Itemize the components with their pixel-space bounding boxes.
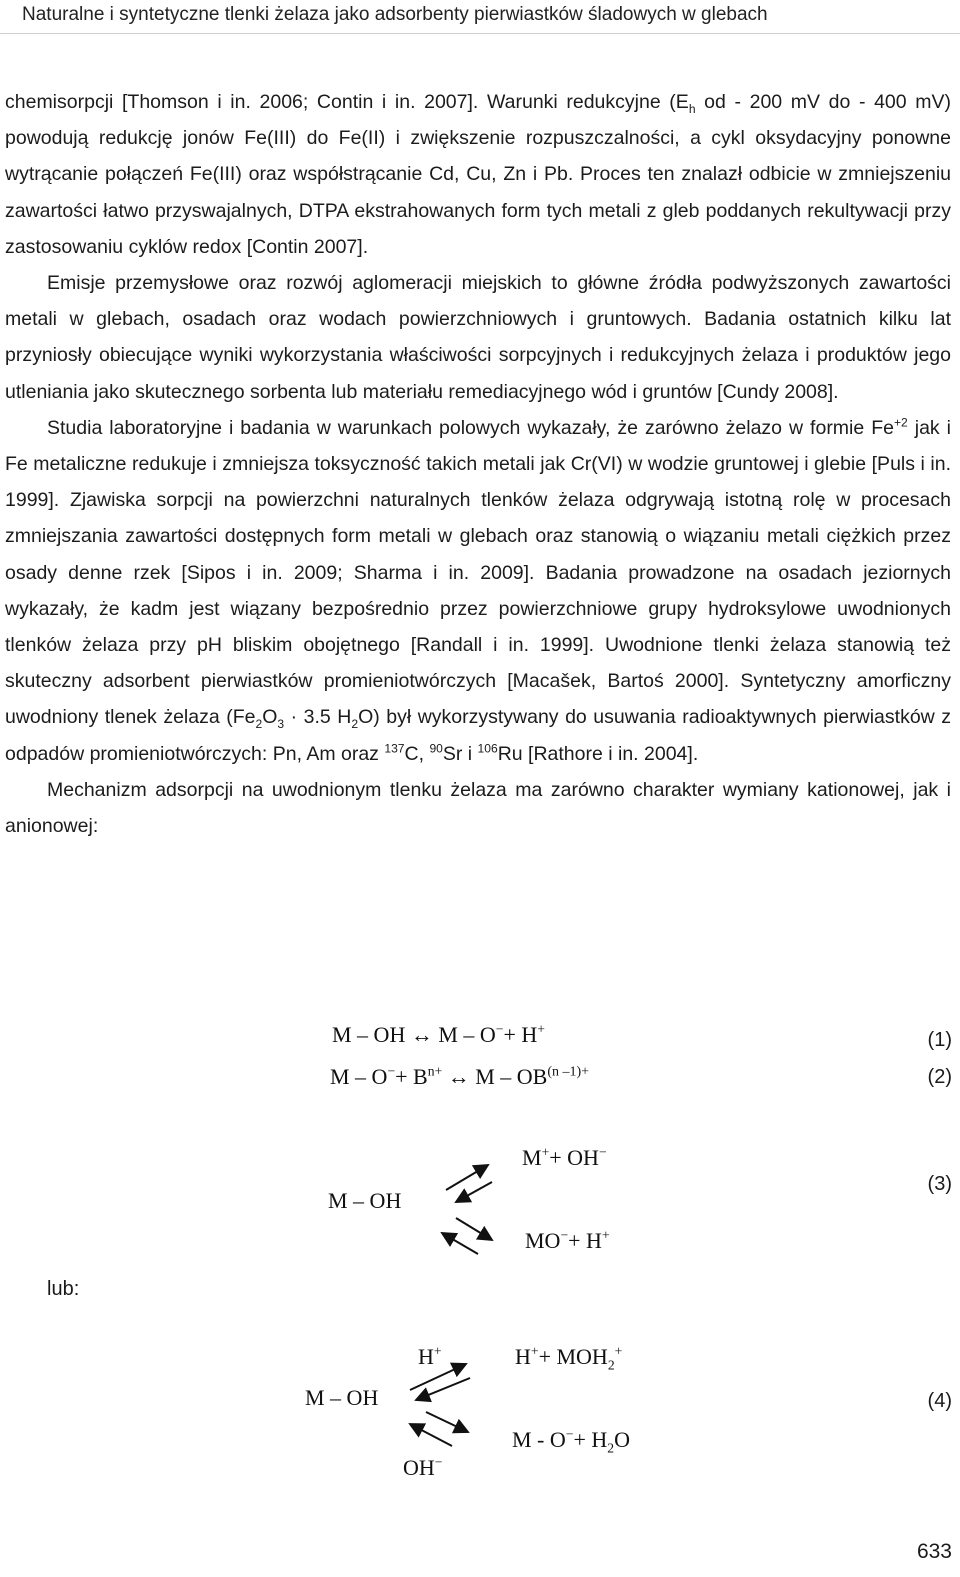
p3-sup-2: 137: [384, 741, 405, 756]
eq4-top-left-h: H: [418, 1344, 434, 1369]
eq2-minus: −: [387, 1063, 396, 1079]
p3-text-b: jak i Fe metaliczne redukuje i zmniejsza toksyczność takich metali jak Cr(VI) w wodzie gruntowej i glebie [Puls i in. 1999]. Zjawiska sorpcji na powierzchni naturalnych tlenków żelaza odgrywają istotną rolę w procesach zmniejszania zawartości dostępnych form metali w glebach oraz stanowią o wiązaniu metali ciężkich przez osady denne rzek [Sipos i in. 2009; Sharma i in. 2009]. Badania prowadzone na osadach jeziornych wykazały, że kadm jest wiązany bezpośrednio przez powierzchniowe grupy hydroksylowe uwodnionych tlenków żelaza przy pH bliskim obojętnego [Randall i in. 1999]. Uwodnione tlenki żelaza stanowią też skuteczny adsorbent pierwiastków promieniotwórczych [Macašek, Bartoś 2000]. Syntetyczny amorficzny uwodniony tlenek żelaza (Fe: [5, 416, 951, 729]
eq3-arrow-up-forward: [446, 1165, 488, 1190]
p1-subscript: h: [688, 101, 696, 116]
running-header: Naturalne i syntetyczne tlenki żelaza jako adsorbenty pierwiastków śladowych w glebach: [22, 4, 768, 25]
eq4-reactant: M – OH: [305, 1385, 379, 1410]
eq1-minus: −: [495, 1021, 504, 1037]
eq4-tr-sup1: +: [530, 1343, 539, 1359]
p3-sub-1: 2: [255, 717, 263, 732]
paragraph-4: Mechanizm adsorpcji na uwodnionym tlenku żelaza ma zarówno charakter wymiany kationowej, jak i anionowej:: [5, 778, 951, 838]
p3-sub-3: 2: [351, 717, 359, 732]
eq4-tr-a: H: [515, 1344, 531, 1369]
p3-text-c: O: [262, 706, 278, 729]
lub-label: lub:: [47, 1278, 80, 1300]
equation-3-number: (3): [927, 1173, 952, 1195]
eq2-rhs-sup: (n –1)+: [547, 1064, 590, 1080]
equation-1-number: (1): [927, 1029, 952, 1051]
eq3-top-a: M: [522, 1145, 542, 1170]
eq3-arrow-down-forward: [456, 1218, 492, 1240]
eq4-bl-oh: OH: [403, 1455, 435, 1480]
eq1-plus: +: [537, 1021, 545, 1037]
p3-text-g: Sr i: [442, 742, 478, 765]
eq3-bottom-sup: +: [601, 1227, 610, 1243]
p3-text-d: · 3.5 H: [284, 706, 352, 729]
eq3-top-sup: +: [541, 1144, 550, 1160]
p3-sup-3: 90: [429, 741, 443, 756]
equation-4-number: (4): [927, 1390, 952, 1412]
eq4-br-b: + H: [573, 1427, 608, 1452]
eq3-reactant: M – OH: [328, 1188, 402, 1213]
eq2-lhs-a: M – O: [330, 1064, 388, 1089]
eq4-br-a: M - O: [512, 1427, 566, 1452]
eq4-br-c: O: [614, 1427, 630, 1452]
p3-text-f: C,: [404, 742, 430, 765]
eq2-arrow: ↔: [447, 1064, 470, 1089]
eq4-arrow-down-back: [410, 1424, 452, 1446]
p1-text-a: chemisorpcji [Thomson i in. 2006; Contin i in. 2007]. Warunki redukcyjne (E: [5, 91, 689, 113]
p3-text-a: Studia laboratoryjne i badania w warunkach polowych wykazały, że zarówno żelazo w formie Fe: [47, 416, 894, 439]
eq1-lhs: M – OH: [332, 1022, 406, 1047]
eq3-bottom-b: + H: [568, 1228, 602, 1253]
eq2-lhs-b: + B: [395, 1064, 428, 1089]
eq1-rhs-a: M – O: [438, 1022, 496, 1047]
eq4-bl-minus: −: [434, 1454, 443, 1470]
p3-text-e: O) był wykorzystywany do usuwania radioaktywnych pierwiastków z odpadów promieniotwórczych: Pn, Am oraz: [5, 706, 952, 765]
p1-text-b: od - 200 mV do - 400 mV) powodują redukcję jonów Fe(III) do Fe(II) i zwiększenie rozpuszczalności, a cykl oksydacyjny ponowne wytrącanie połączeń Fe(III) oraz współstrącanie Cd, Cu, Zn i Pb. Proces ten znalazł odbicie w zmniejszeniu zawartości łatwo przyswajalnych, DTPA ekstrahowanych form tych metali z gleb poddanych rekultywacji przy zastosowaniu cyklów redox [Contin 2007].: [5, 91, 951, 258]
eq4-arrow-down-forward: [426, 1412, 468, 1432]
eq1-rhs-b: + H: [503, 1022, 538, 1047]
eq3-arrow-up-back: [456, 1182, 492, 1202]
equation-2-number: (2): [927, 1066, 952, 1088]
eq4-arrow-up-back: [416, 1378, 470, 1400]
eq4-tr-b: + MOH: [538, 1344, 608, 1369]
eq4-tr-sup2: +: [614, 1343, 623, 1359]
paragraph-2: Emisje przemysłowe oraz rozwój aglomeracji miejskich to główne źródła podwyższonych zawartości metali w glebach, osadach oraz wodach powierzchniowych i gruntowych. Badania ostatnich kilku lat przyniosły obiecujące wyniki wykorzystania właściwości sorpcyjnych i redukcyjnych żelaza i produktów jego utleniania jako skutecznego sorbenta lub materiału remediacyjnego wód i gruntów [Cundy 2008].: [5, 272, 951, 403]
eq3-bottom-a: MO: [525, 1228, 561, 1253]
eq2-lhs-sup: n+: [427, 1063, 443, 1079]
eq4-arrow-up-forward: [410, 1364, 466, 1390]
page-number: 633: [916, 1540, 952, 1563]
eq4-tr-sub: 2: [607, 1357, 615, 1373]
p3-sup-4: 106: [477, 741, 498, 756]
eq3-top-minus: −: [598, 1144, 607, 1160]
eq4-top-left-sup: +: [433, 1343, 442, 1359]
eq1-arrow: ↔: [410, 1022, 433, 1047]
p3-sup-1: +2: [893, 415, 908, 430]
eq3-top-b: + OH: [549, 1145, 599, 1170]
eq4-br-sub: 2: [607, 1440, 615, 1456]
p3-text-h: Ru [Rathore i in. 2004].: [497, 742, 699, 765]
eq4-br-minus: −: [565, 1426, 574, 1442]
p3-sub-2: 3: [277, 717, 285, 732]
eq3-arrow-down-back: [442, 1233, 478, 1254]
eq2-rhs: M – OB: [475, 1064, 548, 1089]
eq3-bottom-minus: −: [560, 1227, 569, 1243]
